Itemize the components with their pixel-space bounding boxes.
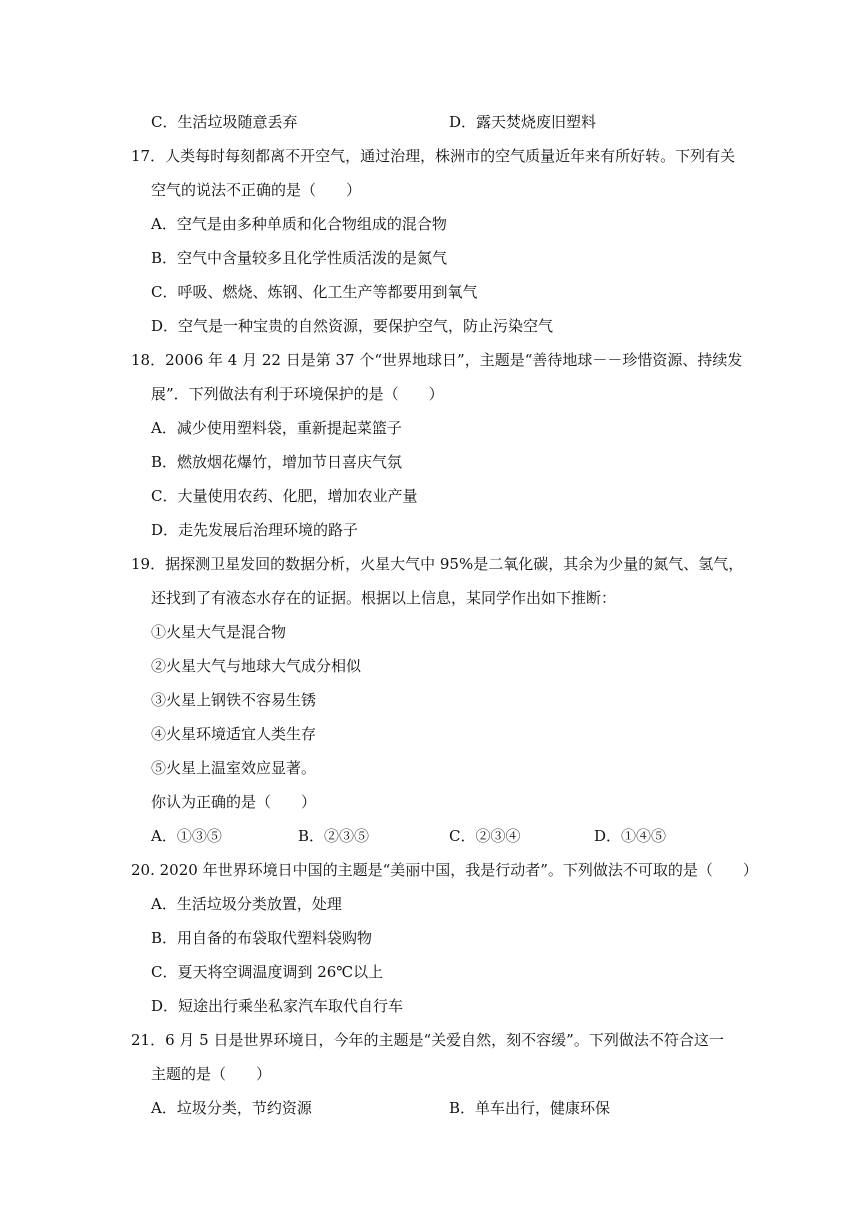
q20-stem: 20. 2020 年世界环境日中国的主题是“美丽中国，我是行动者”。下列做法不可取的是（ ） xyxy=(131,861,758,879)
q19-option-c: C．②③④ xyxy=(449,827,521,845)
q21-stem-cont: 主题的是（ ） xyxy=(151,1065,272,1083)
q16-option-c: C．生活垃圾随意丢弃 xyxy=(151,113,298,131)
q19-option-d: D．①④⑤ xyxy=(594,827,667,845)
q18-stem-cont: 展”．下列做法有利于环境保护的是（ ） xyxy=(151,385,444,403)
q20-option-a: A．生活垃圾分类放置，处理 xyxy=(151,895,342,913)
q18-option-a: A．减少使用塑料袋，重新提起菜篮子 xyxy=(151,419,402,437)
q18-option-d: D．走先发展后治理环境的路子 xyxy=(151,521,359,539)
q17-option-c: C．呼吸、燃烧、炼钢、化工生产等都要用到氧气 xyxy=(151,283,478,301)
q17-stem: 17．人类每时每刻都离不开空气，通过治理，株洲市的空气质量近年来有所好转。下列有关 xyxy=(131,147,736,165)
q19-statement-2: ②火星大气与地球大气成分相似 xyxy=(151,657,362,675)
q19-stem: 19．据探测卫星发回的数据分析，火星大气中 95%是二氧化碳，其余为少量的氮气、氢气， xyxy=(131,555,744,573)
q17-option-a: A．空气是由多种单质和化合物组成的混合物 xyxy=(151,215,447,233)
q19-stem-cont: 还找到了有液态水存在的证据。根据以上信息，某同学作出如下推断： xyxy=(151,589,617,607)
q20-option-b: B．用自备的布袋取代塑料袋购物 xyxy=(151,929,373,947)
q20-option-d: D．短途出行乘坐私家汽车取代自行车 xyxy=(151,997,404,1015)
q20-option-c: C．夏天将空调温度调到 26℃以上 xyxy=(151,963,384,981)
q17-stem-cont: 空气的说法不正确的是（ ） xyxy=(151,181,362,199)
q19-option-b: B．②③⑤ xyxy=(298,827,370,845)
q17-option-b: B．空气中含量较多且化学性质活泼的是氮气 xyxy=(151,249,448,267)
q18-stem: 18．2006 年 4 月 22 日是第 37 个“世界地球日”，主题是“善待地球－－珍惜资源、持续发 xyxy=(131,351,743,369)
q17-option-d: D．空气是一种宝贵的自然资源，要保护空气，防止污染空气 xyxy=(151,317,554,335)
q16-option-d: D．露天焚烧废旧塑料 xyxy=(449,113,597,131)
q19-option-a: A．①③⑤ xyxy=(151,827,222,845)
q21-option-b: B．单车出行，健康环保 xyxy=(449,1099,611,1117)
q19-statement-4: ④火星环境适宜人类生存 xyxy=(151,725,317,743)
q19-statement-1: ①火星大气是混合物 xyxy=(151,623,287,641)
q21-stem: 21．6 月 5 日是世界环境日，今年的主题是“关爱自然，刻不容缓”。下列做法不符合这一 xyxy=(131,1031,724,1049)
q19-statement-5: ⑤火星上温室效应显著。 xyxy=(151,759,317,777)
q19-statement-3: ③火星上钢铁不容易生锈 xyxy=(151,691,317,709)
q18-option-b: B．燃放烟花爆竹，增加节日喜庆气氛 xyxy=(151,453,403,471)
q18-option-c: C．大量使用农药、化肥，增加农业产量 xyxy=(151,487,418,505)
q19-question: 你认为正确的是（ ） xyxy=(151,793,317,811)
q21-option-a: A．垃圾分类，节约资源 xyxy=(151,1099,312,1117)
